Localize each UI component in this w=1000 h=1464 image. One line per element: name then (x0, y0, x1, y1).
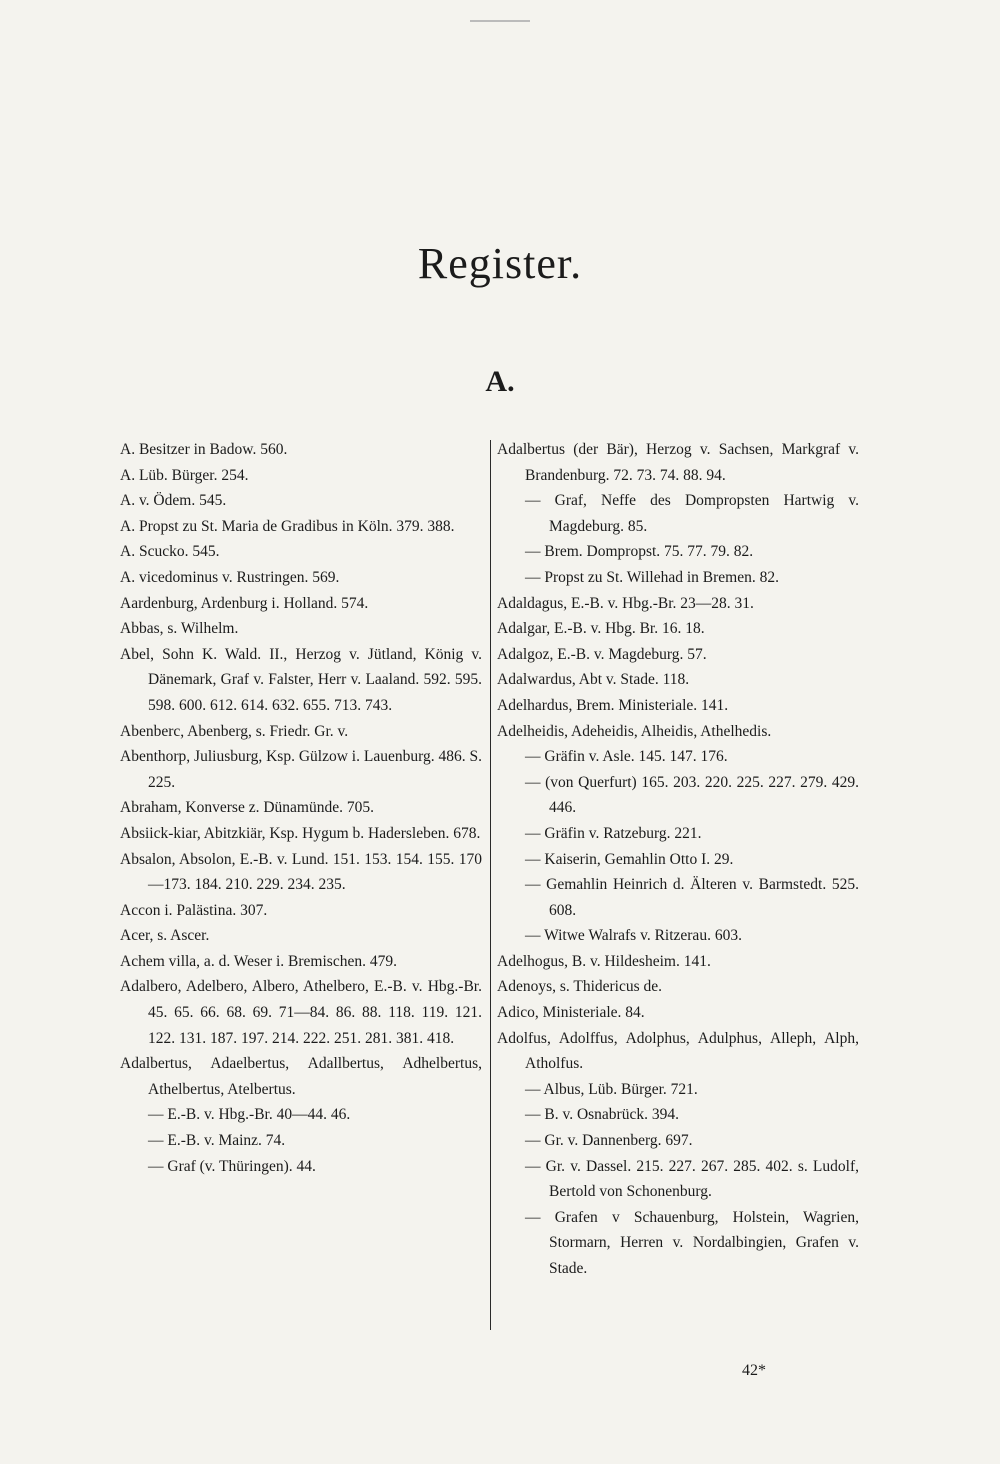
index-entry: Adalgar, E.-B. v. Hbg. Br. 16. 18. (497, 620, 705, 638)
index-entry: A. vicedominus v. Rustringen. 569. (120, 568, 340, 586)
index-entry: — B. v. Osnabrück. 394. (525, 1106, 679, 1124)
index-entry: — Gemahlin Heinrich d. Älteren v. Barmstedt. 525. 608. (525, 876, 859, 919)
index-entry: A. Scucko. 545. (120, 543, 220, 561)
index-entry: Acer, s. Ascer. (120, 927, 210, 945)
index-entry: A. Propst zu St. Maria de Gradibus in Köln. 379. 388. (120, 517, 455, 535)
index-entry: Adelhardus, Brem. Ministeriale. 141. (497, 696, 729, 714)
index-entry: Adelhogus, B. v. Hildesheim. 141. (497, 952, 711, 970)
index-entry: Adalbertus (der Bär), Herzog v. Sachsen, Markgraf v. Brandenburg. 72. 73. 74. 88. 94. (497, 441, 859, 484)
index-entry: Abenthorp, Juliusburg, Ksp. Gülzow i. Lauenburg. 486. S. 225. (120, 748, 482, 791)
index-entry: Achem villa, a. d. Weser i. Bremischen. 479. (120, 952, 397, 970)
index-entry: Aardenburg, Ardenburg i. Holland. 574. (120, 594, 369, 612)
index-entry: — Kaiserin, Gemahlin Otto I. 29. (525, 850, 734, 868)
index-entry: — E.-B. v. Hbg.-Br. 40—44. 46. (148, 1106, 351, 1124)
index-entry: Accon i. Palästina. 307. (120, 901, 268, 919)
page-title: Register. (417, 239, 583, 288)
index-entry: Adenoys, s. Thidericus de. (497, 978, 663, 996)
index-entry: A. Besitzer in Badow. 560. (120, 441, 288, 458)
print-mark (470, 20, 530, 22)
index-entry: — Brem. Dompropst. 75. 77. 79. 82. (525, 543, 754, 561)
index-entry: Absiick-kiar, Abitzkiär, Ksp. Hygum b. Hadersleben. 678. (120, 824, 481, 842)
index-entry: — Graf, Neffe des Dompropsten Hartwig v. Magdeburg. 85. (525, 492, 859, 535)
index-entry: Adelheidis, Adeheidis, Alheidis, Athelhedis. (497, 722, 772, 740)
column-divider (490, 440, 491, 1330)
index-entry: Adico, Ministeriale. 84. (497, 1004, 645, 1022)
index-entry: A. Lüb. Bürger. 254. (120, 466, 249, 484)
index-entry: — (von Querfurt) 165. 203. 220. 225. 227. 279. 429. 446. (525, 773, 859, 817)
index-entry: Adolfus, Adolffus, Adolphus, Adulphus, Alleph, Alph, Atholfus. (497, 1029, 859, 1073)
index-entry: Adaldagus, E.-B. v. Hbg.-Br. 23—28. 31. (497, 594, 754, 612)
index-entry: A. v. Ödem. 545. (120, 492, 227, 510)
index-entry: Abenberc, Abenberg, s. Friedr. Gr. v. (120, 722, 349, 740)
section-letter: A. (485, 365, 515, 398)
index-entry: Adalbero, Adelbero, Albero, Athelbero, E.-B. v. Hbg.-Br. 45. 65. 66. 68. 69. 71—84. 86. 88. 118. 119. 121. 122. 131. 187. 197. 214. 222. 251. 281. 381. 418. (120, 978, 482, 1047)
index-entry: Adalgoz, E.-B. v. Magdeburg. 57. (497, 645, 707, 663)
index-entry: — Gr. v. Dassel. 215. 227. 267. 285. 402. s. Ludolf, Bertold von Schonenburg. (525, 1157, 859, 1201)
left-column (120, 437, 482, 1179)
index-entry: Abel, Sohn K. Wald. II., Herzog v. Jütland, König v. Dänemark, Graf v. Falster, Herr v. Laaland. 592. 595. 598. 600. 612. 614. 632. 655. 713. 743. (120, 645, 482, 714)
index-entry: — Grafen v Schauenburg, Holstein, Wagrien, Stormarn, Herren v. Nordalbingien, Grafen v. Stade. (525, 1208, 859, 1277)
index-entry: — Gräfin v. Ratzeburg. 221. (525, 824, 702, 842)
index-entry: — Witwe Walrafs v. Ritzerau. 603. (525, 927, 742, 945)
index-entry: — Graf (v. Thüringen). 44. (148, 1157, 316, 1175)
index-entry: — Gräfin v. Asle. 145. 147. 176. (525, 748, 728, 766)
index-entry: — Albus, Lüb. Bürger. 721. (525, 1080, 698, 1098)
index-entry: Absalon, Absolon, E.-B. v. Lund. 151. 153. 154. 155. 170—173. 184. 210. 229. 234. 235. (120, 850, 482, 894)
page-number: 42* (742, 1362, 766, 1379)
index-entry: — Propst zu St. Willehad in Bremen. 82. (525, 568, 779, 586)
index-entry: — E.-B. v. Mainz. 74. (148, 1132, 286, 1150)
right-column (497, 437, 859, 1282)
index-entry: Adalwardus, Abt v. Stade. 118. (497, 671, 690, 689)
index-entry: — Gr. v. Dannenberg. 697. (525, 1132, 693, 1150)
index-entry: Adalbertus, Adaelbertus, Adallbertus, Adhelbertus, Athelbertus, Atelbertus. (120, 1055, 482, 1098)
index-entry: Abraham, Konverse z. Dünamünde. 705. (120, 799, 374, 817)
index-entry: Abbas, s. Wilhelm. (120, 620, 239, 638)
